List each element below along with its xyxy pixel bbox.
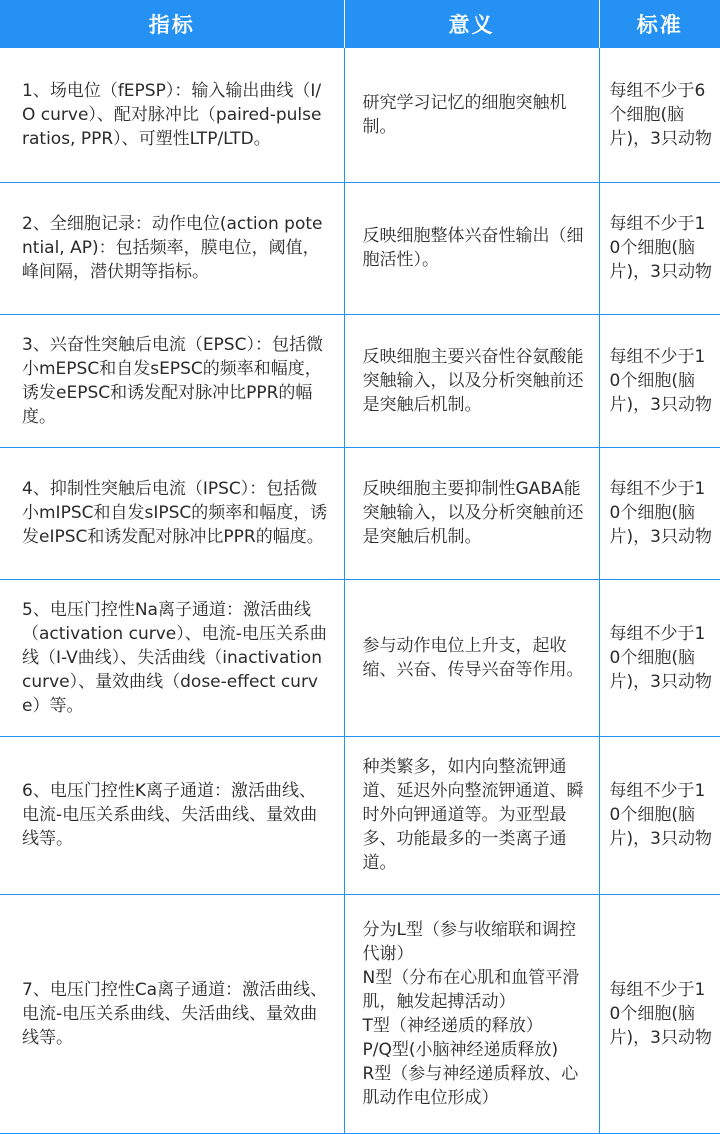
- standard-cell: 每组不少于10个细胞(脑片)，3只动物: [599, 579, 720, 736]
- header-indicator: 指标: [0, 0, 344, 48]
- standard-cell: 每组不少于10个细胞(脑片)，3只动物: [599, 182, 720, 314]
- meaning-line: P/Q型(小脑神经递质释放): [362, 1039, 559, 1060]
- meaning-cell: [344, 447, 599, 579]
- meaning-line: 分为L型（参与收缩联和调控代谢）: [362, 919, 576, 964]
- table-row: [0, 447, 720, 579]
- meaning-cell: [344, 894, 599, 1133]
- indicator-cell: 3、兴奋性突触后电流（EPSC）：包括微小mEPSC和自发sEPSC的频率和幅度，诱发eEPSC和诱发配对脉冲比PPR的幅度。: [0, 314, 344, 447]
- meaning-line: 反映细胞主要兴奋性谷氨酸能突触输入，以及分析突触前还是突触后机制。: [362, 346, 584, 415]
- meaning-line: 反映细胞主要抑制性GABA能突触输入，以及分析突触前还是突触后机制。: [362, 479, 584, 547]
- table-row: [0, 48, 720, 182]
- meaning-cell: [344, 736, 599, 894]
- indicator-cell: 4、抑制性突触后电流（IPSC）：包括微小mIPSC和自发sIPSC的频率和幅度，诱发eIPSC和诱发配对脉冲比PPR的幅度。: [0, 447, 344, 579]
- meaning-line: 参与动作电位上升支，起收缩、兴奋、传导兴奋等作用。: [362, 635, 584, 680]
- meaning-line: T型（神经递质的释放）: [362, 1015, 543, 1036]
- table-header-row: [0, 0, 720, 48]
- standard-cell: 每组不少于10个细胞(脑片)，3只动物: [599, 314, 720, 447]
- meaning-line: 种类繁多，如内向整流钾通道、延迟外向整流钾通道、瞬时外向钾通道等。为亚型最多、功能最多的一类离子通道。: [362, 757, 584, 873]
- meaning-line: 研究学习记忆的细胞突触机制。: [362, 92, 567, 137]
- standard-cell: 每组不少于10个细胞(脑片)，3只动物: [599, 894, 720, 1133]
- header-meaning: 意义: [344, 0, 599, 48]
- meaning-cell: [344, 182, 599, 314]
- standard-cell: 每组不少于6个细胞(脑片)，3只动物: [599, 48, 720, 182]
- standard-cell: 每组不少于10个细胞(脑片)，3只动物: [599, 447, 720, 579]
- header-standard: 标准: [599, 0, 720, 48]
- indicator-cell: 6、电压门控性K离子通道：激活曲线、电流-电压关系曲线、失活曲线、量效曲线等。: [0, 736, 344, 894]
- table-row: [0, 314, 720, 447]
- table-row: [0, 894, 720, 1133]
- table-row: [0, 579, 720, 736]
- indicator-cell: 2、全细胞记录：动作电位(action potential, AP)：包括频率，膜电位，阈值，峰间隔，潜伏期等指标。: [0, 182, 344, 314]
- table-row: [0, 182, 720, 314]
- meaning-line: N型（分布在心肌和血管平滑肌，触发起搏活动）: [362, 967, 580, 1012]
- standard-cell: 每组不少于10个细胞(脑片)，3只动物: [599, 736, 720, 894]
- meaning-line: 反映细胞整体兴奋性输出（细胞活性）。: [362, 226, 584, 270]
- meaning-cell: [344, 314, 599, 447]
- indicator-cell: 5、电压门控性Na离子通道：激活曲线（activation curve）、电流-电压关系曲线（I-V曲线）、失活曲线（inactivation curve）、量效曲线（dose-effect curve）等。: [0, 579, 344, 736]
- indicator-cell: 7、电压门控性Ca离子通道：激活曲线、电流-电压关系曲线、失活曲线、量效曲线等。: [0, 894, 344, 1133]
- table-row: [0, 736, 720, 894]
- meaning-cell: [344, 48, 599, 182]
- meaning-line: R型（参与神经递质释放、心肌动作电位形成）: [362, 1063, 579, 1108]
- indicator-cell: 1、场电位（fEPSP）：输入输出曲线（I/O curve）、配对脉冲比（paired-pulse ratios, PPR）、可塑性LTP/LTD。: [0, 48, 344, 182]
- meaning-cell: [344, 579, 599, 736]
